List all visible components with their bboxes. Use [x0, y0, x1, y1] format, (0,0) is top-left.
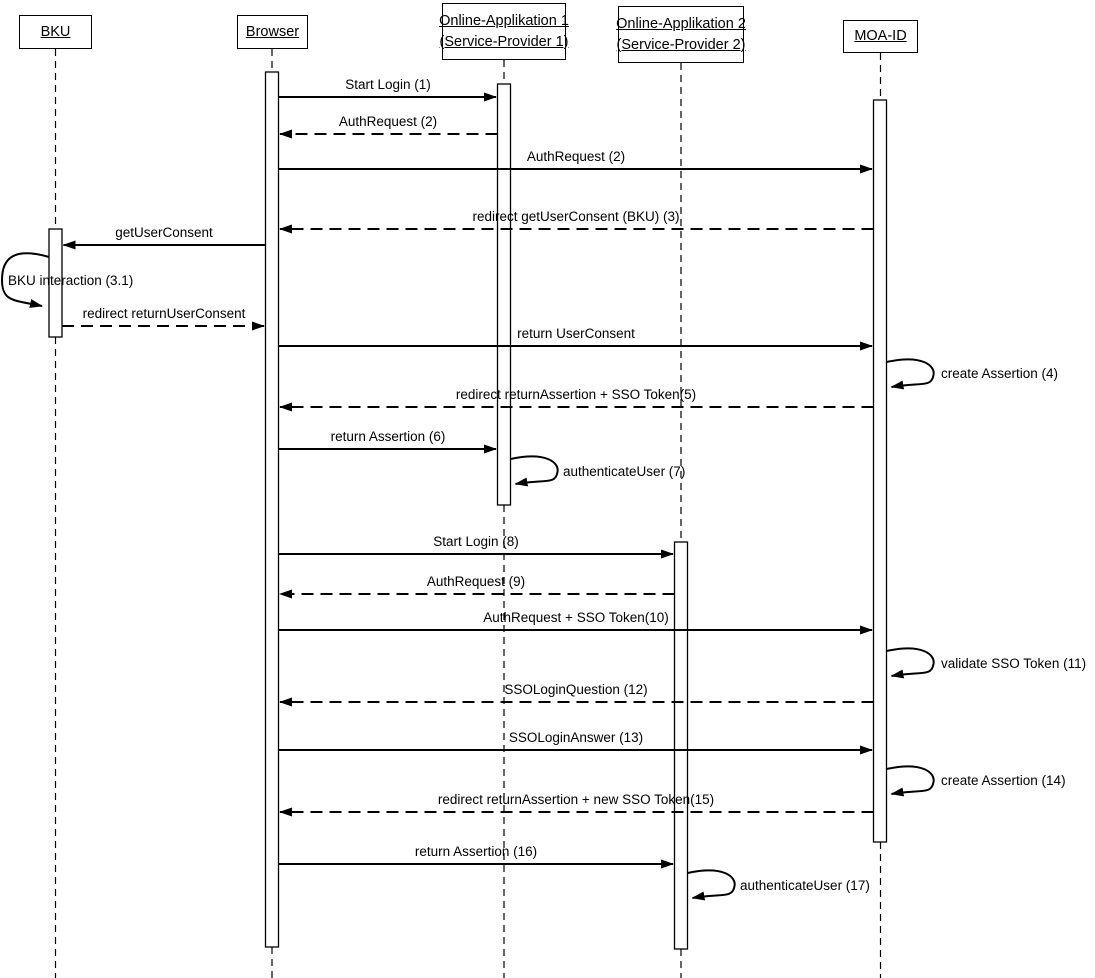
message-label-redirect-returnuserconsent: redirect returnUserConsent	[82, 306, 246, 321]
message-label-redirect-getuserconsent-3: redirect getUserConsent (BKU) (3)	[472, 209, 680, 224]
actor-label-moa-id: MOA-ID	[854, 28, 907, 44]
self-loop-authenticateuser-17	[688, 870, 735, 898]
activation-bar-online-applikation-1	[498, 84, 511, 505]
self-loop-create-assertion-4	[887, 359, 934, 387]
message-label-return-assertion-16: return Assertion (16)	[414, 844, 538, 859]
actor-box-online-applikation-1	[439, 3, 569, 60]
message-label-authrequest-2: AuthRequest (2)	[526, 149, 626, 164]
self-loop-validate-sso-token-11	[887, 648, 934, 676]
actor-sublabel-online-applikation-1: (Service-Provider 1)	[439, 33, 569, 50]
actor-label-browser: Browser	[245, 23, 300, 40]
message-label-bku-interaction-3-1: BKU interaction (3.1)	[8, 273, 134, 288]
message-label-start-login-1: Start Login (1)	[345, 77, 431, 92]
message-label-authenticateuser-7: authenticateUser (7)	[563, 464, 686, 479]
message-label-authenticateuser-17: authenticateUser (17)	[740, 878, 870, 893]
self-loop-authenticateuser-7	[511, 456, 558, 484]
actor-box-browser	[237, 15, 308, 49]
message-label-authrequest-2-return: AuthRequest (2)	[338, 114, 438, 129]
message-label-return-userconsent: return UserConsent	[517, 326, 635, 341]
message-label-validate-sso-token-11: validate SSO Token (11)	[941, 656, 1087, 671]
actor-box-online-applikation-2	[618, 6, 744, 63]
message-label-start-login-8: Start Login (8)	[433, 534, 519, 549]
message-label-redirect-returnassertion-sso-token-5: redirect returnAssertion + SSO Token(5)	[455, 387, 697, 402]
message-label-getuserconsent: getUserConsent	[115, 225, 213, 240]
actor-label-online-applikation-2: Online-Applikation 2	[616, 15, 746, 32]
message-label-authrequest-9: AuthRequest (9)	[426, 574, 526, 589]
actor-label-bku: BKU	[40, 23, 71, 40]
message-label-authrequest-sso-token-10: AuthRequest + SSO Token(10)	[483, 610, 669, 625]
self-loop-create-assertion-14	[887, 766, 934, 794]
actor-box-bku	[19, 15, 92, 49]
activation-bar-browser	[266, 72, 279, 947]
activation-bar-moa-id	[874, 100, 887, 842]
message-label-return-assertion-6: return Assertion (6)	[330, 429, 446, 444]
message-label-ssologinanswer-13: SSOLoginAnswer (13)	[508, 730, 644, 745]
activation-bar-online-applikation-2	[675, 542, 688, 949]
message-label-ssologinquestion-12: SSOLoginQuestion (12)	[504, 682, 648, 697]
message-label-create-assertion-14: create Assertion (14)	[941, 773, 1066, 788]
message-label-create-assertion-4: create Assertion (4)	[941, 366, 1059, 381]
actor-box-moa-id	[843, 20, 918, 53]
actor-label-online-applikation-1: Online-Applikation 1	[439, 12, 569, 29]
actor-sublabel-online-applikation-2: (Service-Provider 2)	[616, 36, 746, 53]
message-label-redirect-returnassertion-new-sso-token-15: redirect returnAssertion + new SSO Token(15)	[437, 792, 715, 807]
